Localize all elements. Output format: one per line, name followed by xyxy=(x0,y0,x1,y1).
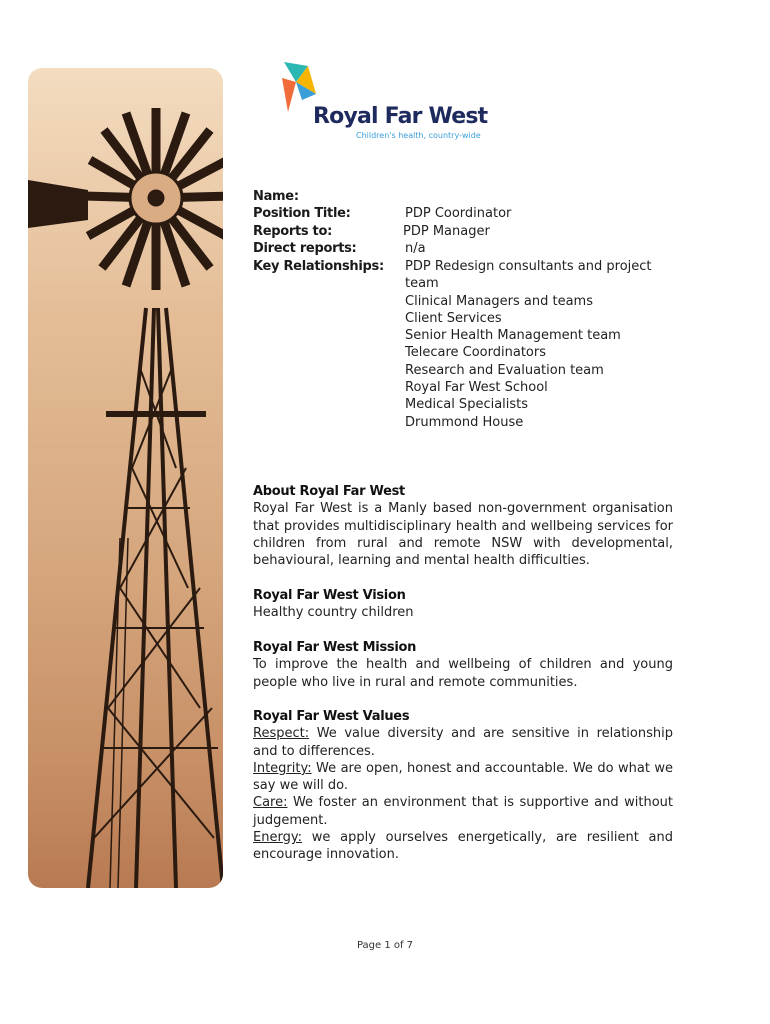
position-title-label: Position Title: xyxy=(253,206,351,221)
value-text: We are open, honest and accountable. We do what we say we will do. xyxy=(253,760,673,794)
value-text: we apply ourselves energetically, are resilient and encourage innovation. xyxy=(253,830,673,863)
list-item: team xyxy=(405,276,439,292)
value-respect xyxy=(253,725,673,760)
values-section xyxy=(253,708,673,864)
windmill-illustration xyxy=(28,68,223,888)
page-number: Page 1 of 7 xyxy=(356,940,414,951)
list-item: Research and Evaluation team xyxy=(405,362,604,378)
about-text: Royal Far West is a Manly based non-government organisation that provides multidisciplinary health and wellbeing services for children from rural and remote NSW with developmental, behavioural, learning and mental health difficulties. xyxy=(253,501,673,569)
list-item: Senior Health Management team xyxy=(405,328,621,344)
direct-reports-label: Direct reports: xyxy=(253,241,357,256)
vision-heading: Royal Far West Vision xyxy=(253,588,406,603)
name-label: Name: xyxy=(253,189,299,204)
reports-to-value: PDP Manager xyxy=(403,224,490,239)
mission-section xyxy=(253,639,673,691)
values-heading: Royal Far West Values xyxy=(253,709,410,724)
key-relationships-list xyxy=(405,258,652,431)
direct-reports-value: n/a xyxy=(405,241,426,256)
vision-section xyxy=(253,587,673,622)
logo-mark-icon xyxy=(278,60,318,120)
logo-name: Royal Far West xyxy=(313,104,488,129)
list-item: Clinical Managers and teams xyxy=(405,293,593,309)
value-care xyxy=(253,794,673,829)
list-item: Drummond House xyxy=(405,414,524,430)
key-relationships-label: Key Relationships: xyxy=(253,259,384,274)
list-item: PDP Redesign consultants and project xyxy=(405,259,652,274)
list-item: Medical Specialists xyxy=(405,397,529,413)
mission-text: To improve the health and wellbeing of children and young people who live in rural and remote communities. xyxy=(253,657,673,690)
value-label: Energy: xyxy=(253,830,302,846)
value-label: Care: xyxy=(253,795,288,811)
value-integrity xyxy=(253,760,673,795)
list-item: Royal Far West School xyxy=(405,380,548,396)
value-energy xyxy=(253,829,673,864)
value-text: We foster an environment that is supportive and without judgement. xyxy=(253,795,673,828)
list-item: Telecare Coordinators xyxy=(405,345,546,361)
position-title-value: PDP Coordinator xyxy=(405,206,512,221)
vision-text: Healthy country children xyxy=(253,605,414,621)
list-item: Client Services xyxy=(405,310,502,326)
logo-tagline: Children's health, country-wide xyxy=(356,131,481,140)
mission-heading: Royal Far West Mission xyxy=(253,640,417,655)
about-section xyxy=(253,483,673,569)
value-label: Integrity: xyxy=(253,760,312,776)
value-text: We value diversity and are sensitive in relationship and to differences. xyxy=(253,726,673,759)
value-label: Respect: xyxy=(253,726,310,742)
royal-far-west-logo xyxy=(276,60,506,150)
reports-to-label: Reports to: xyxy=(253,224,332,239)
windmill-photo xyxy=(28,68,223,888)
about-heading: About Royal Far West xyxy=(253,484,405,499)
